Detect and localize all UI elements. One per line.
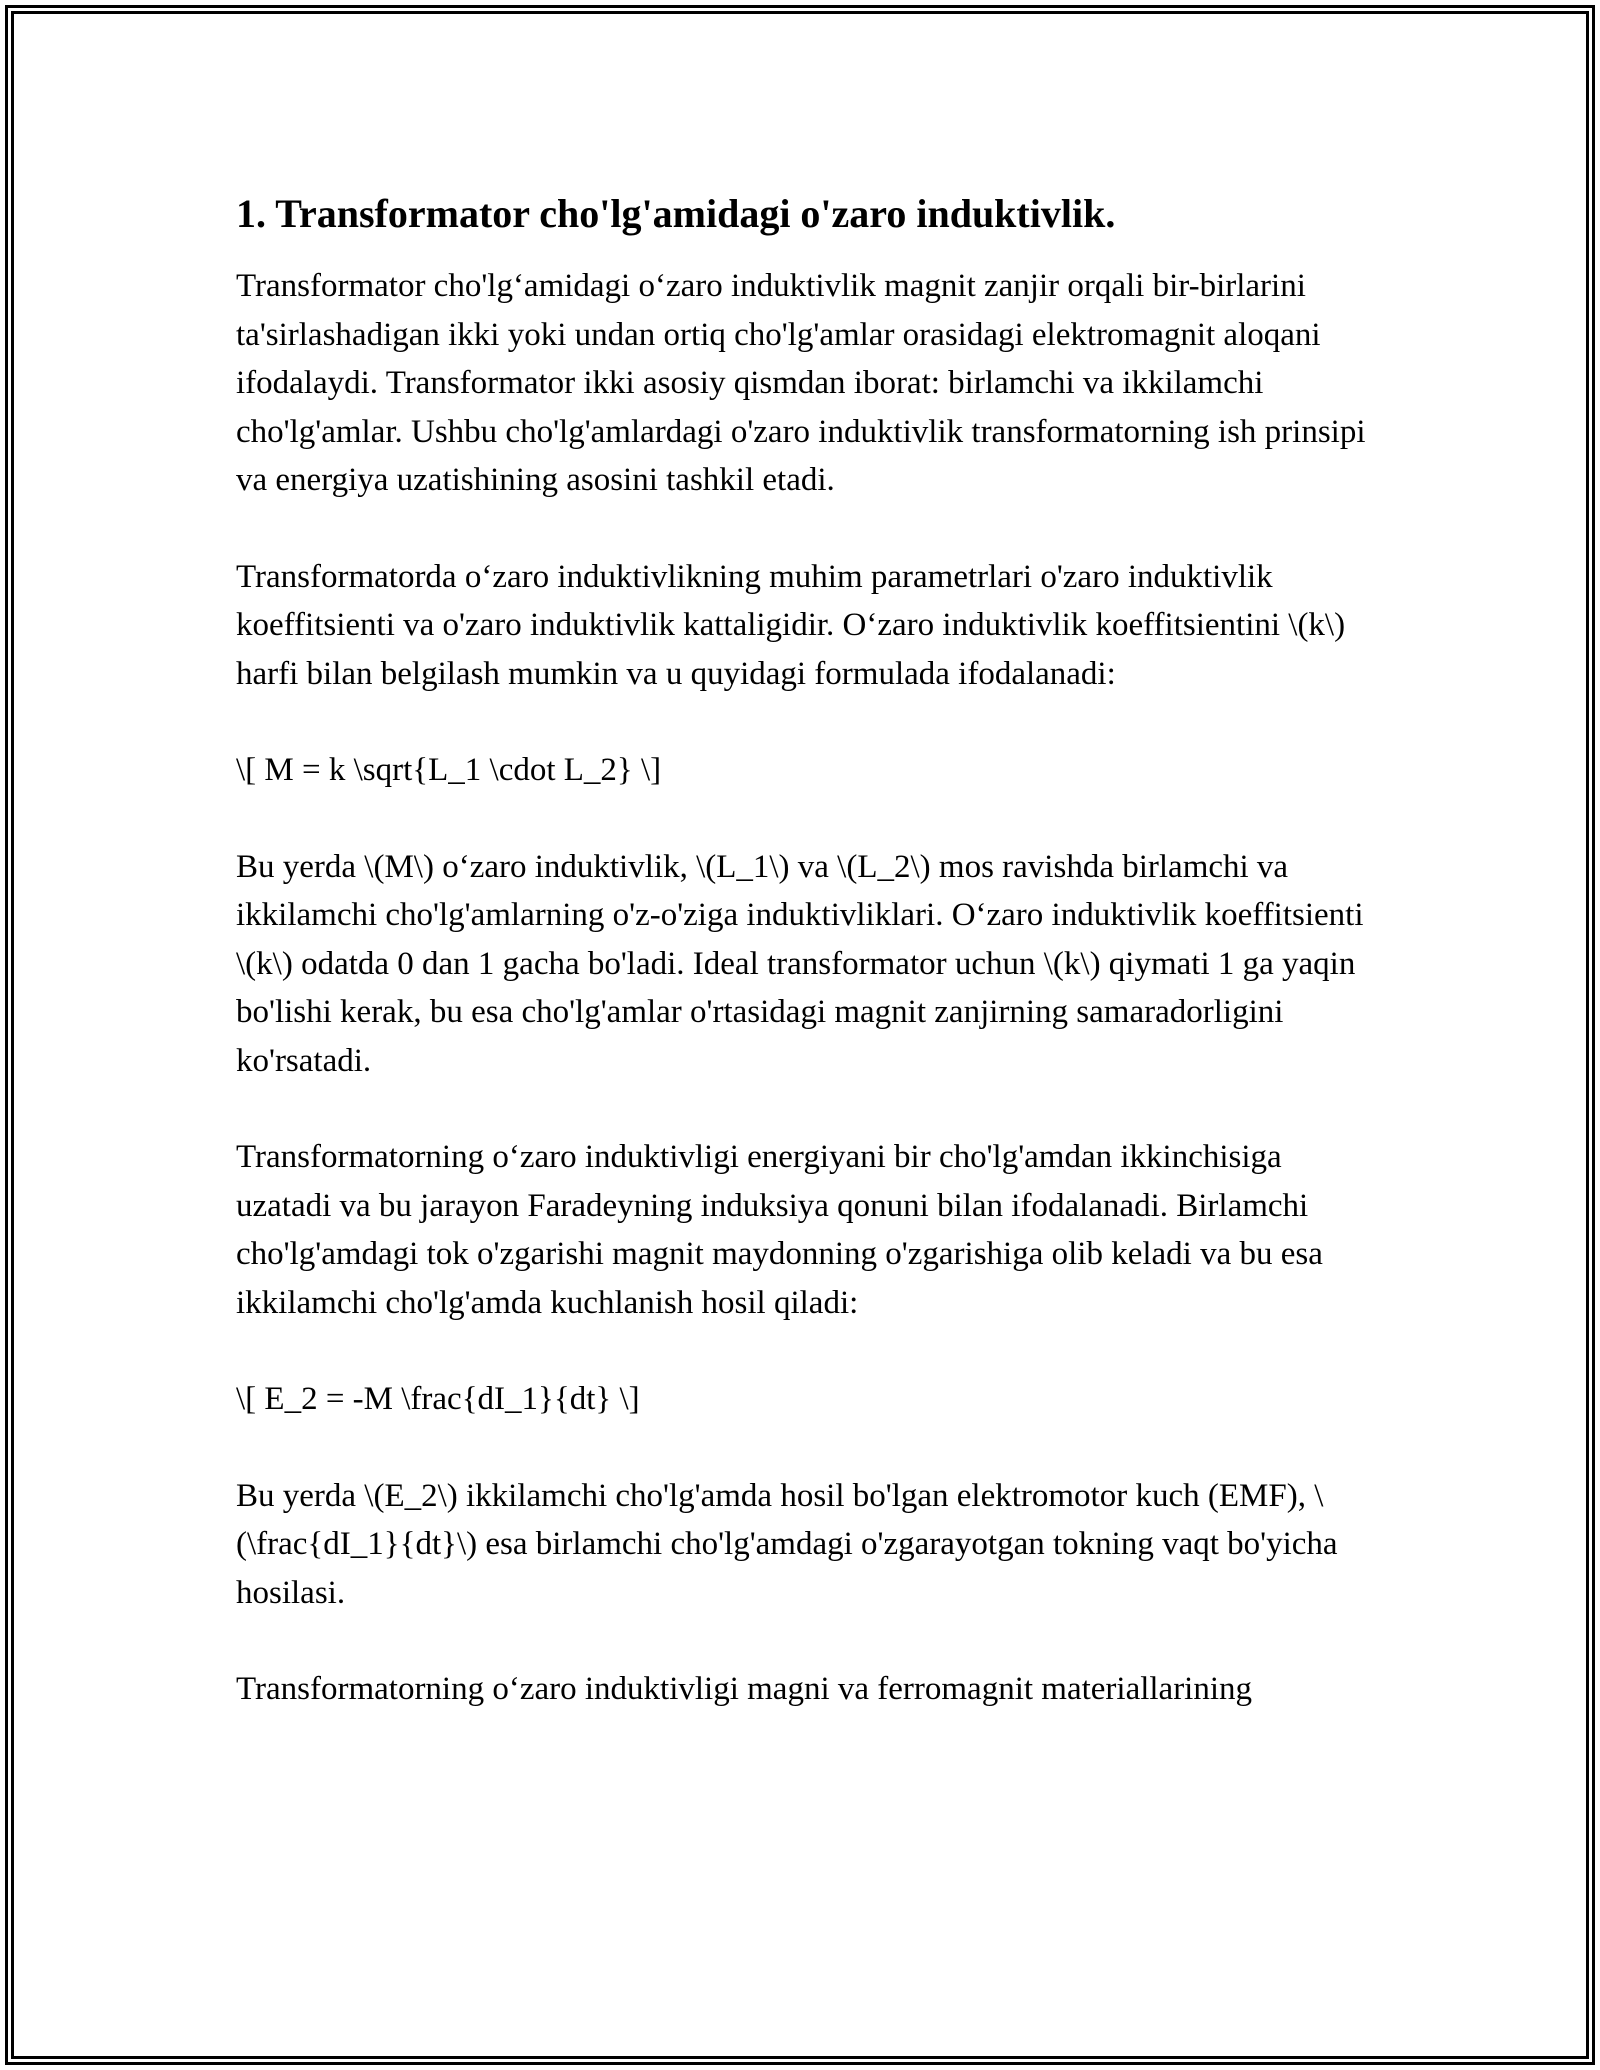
document-body — [236, 186, 1376, 1762]
section-heading: 1. Transformator cho'lg'amidagi o'zaro induktivlik. — [236, 191, 1116, 236]
paragraph-definitions: Bu yerda \(M\) o‘zaro induktivlik, \(L_1\) va \(L_2\) mos ravishda birlamchi va ikkilamchi cho'lg'amlarning o'z-o'ziga induktivliklari. O‘zaro induktivlik koeffitsienti \(k\) odatda 0 dan 1 gacha bo'ladi. Ideal transformator uchun \(k\) qiymati 1 ga yaqin bo'lishi kerak, bu esa cho'lg'amlar o'rtasidagi magnit zanjirning samaradorligini ko'rsatadi. — [236, 848, 1364, 1079]
paragraph-faraday: Transformatorning o‘zaro induktivligi energiyani bir cho'lg'amdan ikkinchisiga uzatadi va bu jarayon Faradeyning induksiya qonuni bilan ifodalanadi. Birlamchi cho'lg'amdagi tok o'zgarishi magnit maydonning o'zgarishiga olib keladi va bu esa ikkilamchi cho'lg'amda kuchlanish hosil qiladi: — [236, 1139, 1323, 1321]
formula-emf: \[ E_2 = -M \frac{dI_1}{dt} \] — [236, 1381, 640, 1417]
formula-mutual-inductance: \[ M = k \sqrt{L_1 \cdot L_2} \] — [236, 752, 662, 788]
paragraph-coefficient: Transformatorda o‘zaro induktivlikning muhim parametrlari o'zaro induktivlik koeffitsienti va o'zaro induktivlik kattaligidir. O‘zaro induktivlik koeffitsientini \(k\) harfi bilan belgilash mumkin va u quyidagi formulada ifodalanadi: — [236, 558, 1346, 692]
paragraph-emf-definition: Bu yerda \(E_2\) ikkilamchi cho'lg'amda hosil bo'lgan elektromotor kuch (EMF), \(\frac{dI_1}{dt}\) esa birlamchi cho'lg'amdagi o'zgarayotgan tokning vaqt bo'yicha hosilasi. — [236, 1477, 1338, 1611]
paragraph-materials: Transformatorning o‘zaro induktivligi magni va ferromagnit materiallarining — [236, 1671, 1253, 1707]
paragraph-intro: Transformator cho'lg‘amidagi o‘zaro induktivlik magnit zanjir orqali bir-birlarini ta'sirlashadigan ikki yoki undan ortiq cho'lg'amlar orasidagi elektromagnit aloqani ifodalaydi. Transformator ikki asosiy qismdan iborat: birlamchi va ikkilamchi cho'lg'amlar. Ushbu cho'lg'amlardagi o'zaro induktivlik transformatorning ish prinsipi va energiya uzatishining asosini tashkil etadi. — [236, 268, 1366, 498]
